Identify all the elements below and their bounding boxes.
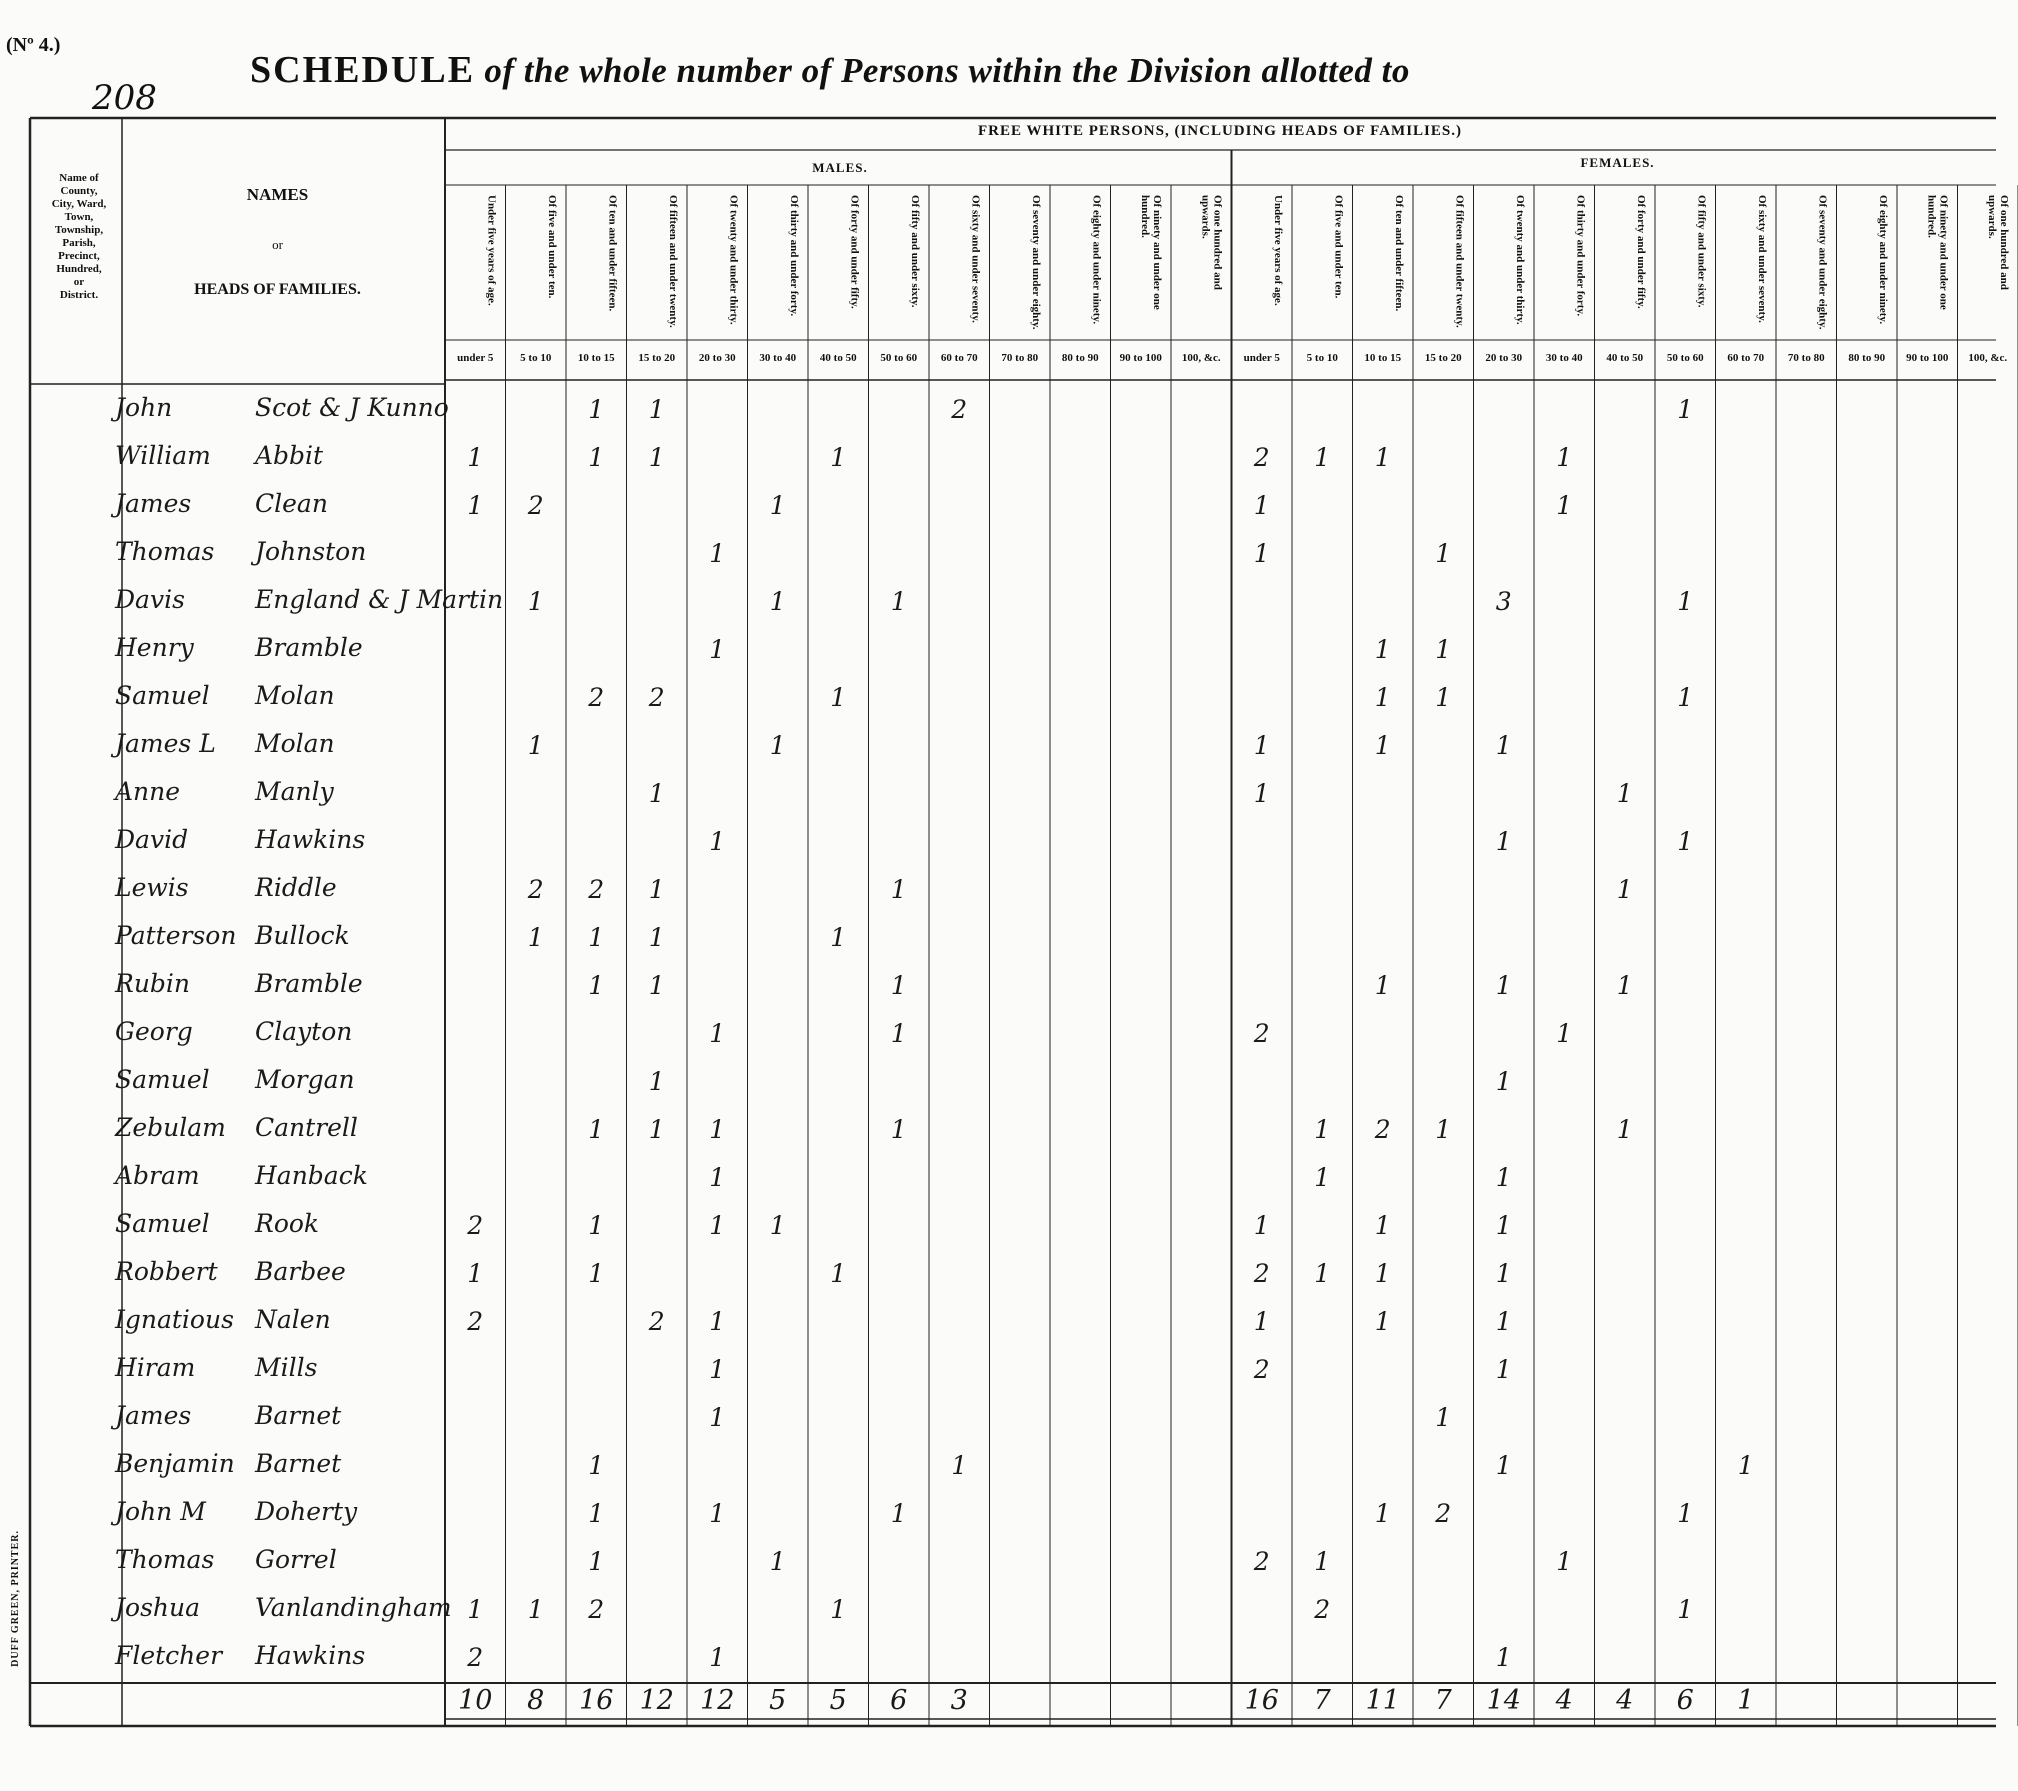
- tally-value: 1: [830, 923, 847, 952]
- tally-value: 1: [1495, 1451, 1512, 1480]
- age-range-label: 15 to 20: [638, 352, 676, 364]
- names-header-bottom: HEADS OF FAMILIES.: [194, 281, 361, 298]
- age-range-label: 70 to 80: [1001, 352, 1039, 364]
- tally-value: 1: [1556, 491, 1573, 520]
- tally-value: 1: [588, 971, 605, 1000]
- last-name: Barnet: [255, 1449, 342, 1478]
- tally-value: 1: [1253, 731, 1270, 760]
- county-header-line: Parish,: [62, 237, 96, 249]
- age-column-description: Of ten and under fifteen.: [1393, 195, 1405, 312]
- last-name: Gorrel: [255, 1545, 337, 1574]
- total-value: 4: [1616, 1685, 1634, 1716]
- total-value: 12: [639, 1685, 674, 1716]
- tally-value: 1: [830, 443, 847, 472]
- tally-value: 2: [1435, 1499, 1452, 1528]
- first-name: William: [115, 441, 211, 470]
- head-of-family-name: [115, 825, 365, 854]
- tally-value: 2: [648, 1307, 665, 1336]
- tally-value: 1: [709, 1307, 726, 1336]
- tally-value: 1: [1314, 443, 1331, 472]
- age-column-description: Of one hundred and upwards.: [1199, 195, 1224, 290]
- total-value: 8: [527, 1685, 545, 1716]
- total-value: 4: [1555, 1685, 1573, 1716]
- tally-value: 1: [1495, 1067, 1512, 1096]
- age-range-label: 40 to 50: [819, 352, 857, 364]
- tally-value: 1: [1374, 683, 1391, 712]
- age-range-label: 80 to 90: [1848, 352, 1886, 364]
- age-range-label: 40 to 50: [1606, 352, 1644, 364]
- tally-value: 1: [1314, 1163, 1331, 1192]
- tally-value: 1: [1253, 491, 1270, 520]
- tally-value: 2: [588, 683, 605, 712]
- tally-value: 1: [1495, 971, 1512, 1000]
- total-value: 14: [1486, 1685, 1521, 1716]
- form-number: (Nº 4.): [6, 34, 61, 56]
- tally-value: 2: [1253, 1259, 1270, 1288]
- age-range-label: 10 to 15: [577, 352, 615, 364]
- first-name: Fletcher: [115, 1641, 223, 1670]
- last-name: Johnston: [255, 537, 367, 566]
- tally-value: 1: [467, 443, 484, 472]
- tally-value: 1: [709, 1211, 726, 1240]
- tally-value: 1: [588, 1259, 605, 1288]
- first-name: Samuel: [115, 1065, 210, 1094]
- last-name: Manly: [255, 777, 334, 806]
- age-range-label: 70 to 80: [1787, 352, 1825, 364]
- tally-value: 1: [588, 923, 605, 952]
- tally-value: 2: [527, 491, 544, 520]
- tally-value: 1: [1435, 539, 1452, 568]
- tally-value: 1: [1374, 971, 1391, 1000]
- tally-value: 1: [527, 923, 544, 952]
- head-of-family-name: [115, 729, 335, 758]
- tally-value: 1: [1435, 1115, 1452, 1144]
- head-of-family-name: [115, 393, 449, 422]
- head-of-family-name: [115, 777, 334, 806]
- head-of-family-name: [115, 1545, 337, 1574]
- tally-value: 1: [1374, 1259, 1391, 1288]
- total-value: 6: [890, 1685, 908, 1716]
- tally-value: 2: [1314, 1595, 1331, 1624]
- tally-value: 1: [709, 1499, 726, 1528]
- age-range-label: under 5: [1243, 352, 1280, 364]
- last-name: Barbee: [255, 1257, 346, 1286]
- total-value: 10: [458, 1685, 493, 1716]
- head-of-family-name: [115, 441, 323, 470]
- last-name: Barnet: [255, 1401, 342, 1430]
- age-column-description: Of forty and under fifty.: [1635, 195, 1647, 309]
- tally-value: 1: [1495, 1259, 1512, 1288]
- first-name: Thomas: [115, 537, 215, 566]
- tally-value: 1: [648, 923, 665, 952]
- tally-value: 1: [648, 1115, 665, 1144]
- tally-value: 2: [1253, 1355, 1270, 1384]
- total-value: 12: [700, 1685, 735, 1716]
- tally-value: 1: [769, 587, 786, 616]
- tally-value: 1: [1737, 1451, 1754, 1480]
- first-name: Abram: [115, 1161, 200, 1190]
- tally-value: 1: [1374, 731, 1391, 760]
- tally-value: 1: [709, 539, 726, 568]
- age-column-description: Of fifteen and under twenty.: [667, 195, 679, 328]
- county-header-line: Town,: [64, 211, 94, 223]
- last-name: Bramble: [255, 633, 363, 662]
- tally-value: 2: [588, 875, 605, 904]
- tally-value: 1: [709, 1019, 726, 1048]
- tally-value: 1: [648, 875, 665, 904]
- tally-value: 1: [890, 587, 907, 616]
- tally-value: 1: [588, 1499, 605, 1528]
- age-range-label: 5 to 10: [520, 352, 552, 364]
- county-header-line: County,: [60, 185, 98, 197]
- age-range-label: 20 to 30: [698, 352, 736, 364]
- tally-value: 1: [709, 1115, 726, 1144]
- county-column-header: [38, 172, 120, 302]
- age-column-description: Of ninety and under one hundred.: [1139, 195, 1163, 310]
- tally-value: 1: [709, 1403, 726, 1432]
- printer-imprint: DUFF GREEN, PRINTER.: [10, 1530, 21, 1667]
- tally-value: 1: [890, 1115, 907, 1144]
- tally-value: 2: [467, 1211, 484, 1240]
- last-name: Hawkins: [255, 1641, 366, 1670]
- age-column-description: Of sixty and under seventy.: [1756, 195, 1768, 323]
- first-name: Georg: [115, 1017, 193, 1046]
- age-column-description: Of sixty and under seventy.: [969, 195, 982, 323]
- age-range-label: 5 to 10: [1306, 352, 1338, 364]
- tally-value: 1: [527, 587, 544, 616]
- last-name: Scot & J Kunno: [255, 393, 449, 422]
- free-white-persons-header: FREE WHITE PERSONS, (INCLUDING HEADS OF FAMILIES.): [978, 123, 1462, 139]
- tally-value: 1: [890, 1019, 907, 1048]
- tally-value: 1: [588, 1547, 605, 1576]
- age-column-description: Of one hundred and upwards.: [1986, 195, 2010, 290]
- first-name: Lewis: [115, 873, 189, 902]
- first-name: David: [115, 825, 189, 854]
- last-name: England & J Martin: [255, 585, 504, 614]
- age-column-description: Of five and under ten.: [1332, 195, 1345, 299]
- last-name: Molan: [255, 681, 335, 710]
- last-name: Abbit: [255, 441, 324, 470]
- tally-value: 1: [1253, 539, 1270, 568]
- last-name: Hanback: [255, 1161, 368, 1190]
- tally-value: 1: [709, 827, 726, 856]
- age-column-description: Of thirty and under forty.: [788, 195, 800, 317]
- first-name: Davis: [115, 585, 185, 614]
- page-number: 208: [92, 78, 157, 118]
- first-name: John M: [115, 1497, 206, 1526]
- age-column-description: Of eighty and under ninety.: [1090, 195, 1103, 325]
- age-range-label: 60 to 70: [940, 352, 978, 364]
- age-range-label: 15 to 20: [1424, 352, 1462, 364]
- head-of-family-name: [115, 489, 328, 518]
- tally-value: 2: [648, 683, 665, 712]
- tally-value: 1: [588, 1451, 605, 1480]
- tally-value: 2: [527, 875, 544, 904]
- head-of-family-name: [115, 585, 503, 614]
- last-name: Clean: [255, 489, 328, 518]
- tally-value: 1: [1495, 1355, 1512, 1384]
- tally-value: 1: [588, 395, 605, 424]
- first-name: Henry: [115, 633, 194, 662]
- tally-value: 1: [527, 1595, 544, 1624]
- age-range-label: 80 to 90: [1061, 352, 1099, 364]
- head-of-family-name: [115, 1065, 355, 1094]
- tally-value: 1: [1495, 1211, 1512, 1240]
- tally-value: 1: [1616, 875, 1633, 904]
- first-name: James: [115, 1401, 192, 1430]
- age-range-label: 90 to 100: [1906, 352, 1949, 364]
- tally-value: 1: [1374, 443, 1391, 472]
- first-name: Samuel: [115, 1209, 210, 1238]
- first-name: John: [115, 393, 173, 422]
- tally-value: 1: [527, 731, 544, 760]
- tally-value: 1: [830, 683, 847, 712]
- age-column-description: Of fifty and under sixty.: [1695, 195, 1708, 308]
- names-header-top: NAMES: [246, 185, 309, 204]
- total-value: 16: [579, 1685, 614, 1716]
- tally-value: 1: [1677, 395, 1694, 424]
- tally-value: 1: [467, 491, 484, 520]
- age-range-label: 100, &c.: [1968, 352, 2008, 364]
- first-name: Hiram: [115, 1353, 196, 1382]
- last-name: Molan: [255, 729, 335, 758]
- head-of-family-name: [115, 1305, 331, 1334]
- total-value: 1: [1737, 1685, 1755, 1716]
- tally-value: 1: [890, 875, 907, 904]
- last-name: Cantrell: [255, 1113, 358, 1142]
- head-of-family-name: [115, 633, 363, 662]
- age-column-description: Of thirty and under forty.: [1574, 195, 1587, 317]
- tally-value: 1: [1616, 779, 1633, 808]
- age-column-description: Of ninety and under one hundred.: [1925, 195, 1950, 310]
- first-name: James: [115, 489, 192, 518]
- first-name: Joshua: [115, 1593, 201, 1622]
- head-of-family-name: [115, 1401, 341, 1430]
- tally-value: 1: [1495, 1643, 1512, 1672]
- head-of-family-name: [115, 1161, 368, 1190]
- tally-value: 1: [830, 1595, 847, 1624]
- county-header-line: District.: [59, 289, 99, 301]
- total-value: 16: [1244, 1685, 1279, 1716]
- first-name: James L: [115, 729, 216, 758]
- age-column-description: Of seventy and under eighty.: [1030, 195, 1042, 330]
- age-column-description: Of twenty and under thirty.: [1514, 195, 1526, 325]
- age-column-description: Of eighty and under ninety.: [1877, 195, 1889, 325]
- head-of-family-name: [115, 969, 363, 998]
- tally-value: 1: [467, 1259, 484, 1288]
- tally-value: 1: [1495, 827, 1512, 856]
- age-column-description: Of twenty and under thirty.: [727, 195, 740, 325]
- head-of-family-name: [115, 681, 335, 710]
- title-rest: of the whole number of Persons within the Division allotted to: [484, 51, 1410, 90]
- tally-value: 1: [769, 1211, 786, 1240]
- head-of-family-name: [115, 1017, 352, 1046]
- tally-value: 1: [1495, 1307, 1512, 1336]
- county-header-line: or: [73, 276, 85, 288]
- tally-value: 1: [1495, 731, 1512, 760]
- females-header: FEMALES.: [1580, 155, 1655, 170]
- age-column-description: Of seventy and under eighty.: [1816, 195, 1829, 330]
- head-of-family-name: [115, 1593, 452, 1622]
- tally-value: 1: [890, 971, 907, 1000]
- tally-value: 1: [1314, 1115, 1331, 1144]
- tally-value: 1: [709, 635, 726, 664]
- county-header-line: City, Ward,: [51, 198, 107, 210]
- first-name: Rubin: [115, 969, 191, 998]
- tally-value: 1: [709, 1163, 726, 1192]
- age-range-label: 100, &c.: [1181, 352, 1221, 364]
- tally-value: 1: [1253, 1211, 1270, 1240]
- tally-value: 1: [588, 1115, 605, 1144]
- last-name: Doherty: [255, 1497, 358, 1526]
- tally-value: 1: [890, 1499, 907, 1528]
- tally-value: 1: [1616, 1115, 1633, 1144]
- tally-value: 2: [1253, 1019, 1270, 1048]
- age-range-label: 60 to 70: [1727, 352, 1765, 364]
- total-value: 5: [829, 1685, 847, 1716]
- tally-value: 1: [830, 1259, 847, 1288]
- age-range-label: under 5: [457, 352, 494, 364]
- tally-value: 1: [1435, 683, 1452, 712]
- title-bold: SCHEDULE: [250, 49, 476, 91]
- tally-value: 1: [648, 395, 665, 424]
- tally-value: 3: [1495, 587, 1512, 616]
- county-header-line: Hundred,: [56, 263, 102, 275]
- tally-value: 1: [1556, 1019, 1573, 1048]
- tally-value: 1: [769, 491, 786, 520]
- tally-value: 2: [1253, 443, 1270, 472]
- first-name: Anne: [115, 777, 181, 806]
- age-column-description: Of five and under ten.: [546, 195, 558, 299]
- tally-value: 1: [648, 779, 665, 808]
- tally-value: 1: [1314, 1259, 1331, 1288]
- last-name: Hawkins: [255, 825, 366, 854]
- last-name: Rook: [255, 1209, 320, 1238]
- total-value: 7: [1313, 1685, 1331, 1716]
- head-of-family-name: [115, 1209, 319, 1238]
- last-name: Riddle: [255, 873, 337, 902]
- first-name: Robbert: [115, 1257, 218, 1286]
- tally-value: 1: [1374, 1499, 1391, 1528]
- head-of-family-name: [115, 537, 366, 566]
- last-name: Morgan: [255, 1065, 355, 1094]
- age-column-description: Under five years of age.: [485, 195, 498, 306]
- first-name: Patterson: [115, 921, 237, 950]
- age-column-description: Of fifty and under sixty.: [909, 195, 921, 308]
- head-of-family-name: [115, 1641, 365, 1670]
- head-of-family-name: [115, 921, 350, 950]
- first-name: Thomas: [115, 1545, 215, 1574]
- head-of-family-name: [115, 873, 337, 902]
- age-column-description: Under five years of age.: [1272, 195, 1284, 306]
- tally-value: 1: [467, 1595, 484, 1624]
- tally-value: 2: [588, 1595, 605, 1624]
- age-range-label: 90 to 100: [1119, 352, 1162, 364]
- tally-value: 2: [1253, 1547, 1270, 1576]
- age-column-description: Of forty and under fifty.: [848, 195, 861, 309]
- age-column-description: Of ten and under fifteen.: [606, 195, 619, 312]
- males-header: MALES.: [812, 160, 868, 175]
- tally-value: 1: [1253, 1307, 1270, 1336]
- tally-value: 1: [1374, 1307, 1391, 1336]
- tally-value: 1: [1677, 1595, 1694, 1624]
- tally-value: 1: [1677, 1499, 1694, 1528]
- tally-value: 1: [648, 971, 665, 1000]
- tally-value: 2: [951, 395, 968, 424]
- tally-value: 1: [769, 1547, 786, 1576]
- first-name: Ignatious: [115, 1305, 234, 1334]
- tally-value: 1: [1435, 635, 1452, 664]
- tally-value: 1: [1677, 587, 1694, 616]
- head-of-family-name: [115, 1113, 358, 1142]
- total-value: 3: [950, 1685, 968, 1716]
- tally-value: 1: [648, 443, 665, 472]
- total-value: 6: [1676, 1685, 1694, 1716]
- tally-value: 2: [467, 1307, 484, 1336]
- last-name: Vanlandingham: [255, 1593, 452, 1622]
- age-range-label: 50 to 60: [1666, 352, 1704, 364]
- tally-value: 1: [769, 731, 786, 760]
- age-range-label: 50 to 60: [880, 352, 918, 364]
- tally-value: 1: [1556, 1547, 1573, 1576]
- last-name: Mills: [255, 1353, 318, 1382]
- first-name: Benjamin: [115, 1449, 235, 1478]
- last-name: Bramble: [255, 969, 363, 998]
- total-value: 11: [1365, 1685, 1400, 1716]
- tally-value: 1: [1616, 971, 1633, 1000]
- tally-value: 1: [1435, 1403, 1452, 1432]
- tally-value: 2: [467, 1643, 484, 1672]
- tally-value: 1: [588, 443, 605, 472]
- head-of-family-name: [115, 1449, 341, 1478]
- tally-value: 1: [1374, 1211, 1391, 1240]
- tally-value: 1: [1253, 779, 1270, 808]
- county-header-line: Name of: [59, 172, 99, 184]
- head-of-family-name: [115, 1497, 357, 1526]
- tally-value: 1: [1495, 1163, 1512, 1192]
- tally-value: 1: [951, 1451, 968, 1480]
- age-range-label: 10 to 15: [1364, 352, 1402, 364]
- age-range-label: 30 to 40: [759, 352, 797, 364]
- head-of-family-name: [115, 1353, 317, 1382]
- age-range-label: 30 to 40: [1545, 352, 1583, 364]
- age-column-description: Of fifteen and under twenty.: [1453, 195, 1466, 328]
- first-name: Zebulam: [115, 1113, 226, 1142]
- last-name: Clayton: [255, 1017, 353, 1046]
- tally-value: 1: [1556, 443, 1573, 472]
- tally-value: 1: [1314, 1547, 1331, 1576]
- county-header-line: Precinct,: [58, 250, 100, 262]
- tally-value: 1: [709, 1355, 726, 1384]
- tally-value: 1: [648, 1067, 665, 1096]
- tally-value: 1: [1677, 827, 1694, 856]
- county-header-line: Township,: [54, 224, 104, 236]
- head-of-family-name: [115, 1257, 346, 1286]
- names-header-or: or: [272, 237, 283, 252]
- tally-value: 1: [1677, 683, 1694, 712]
- tally-value: 1: [588, 1211, 605, 1240]
- tally-value: 1: [1374, 635, 1391, 664]
- total-value: 5: [769, 1685, 787, 1716]
- tally-value: 2: [1374, 1115, 1391, 1144]
- age-range-label: 20 to 30: [1485, 352, 1523, 364]
- first-name: Samuel: [115, 681, 210, 710]
- last-name: Nalen: [255, 1305, 331, 1334]
- last-name: Bullock: [255, 921, 350, 950]
- total-value: 7: [1434, 1685, 1452, 1716]
- tally-value: 1: [709, 1643, 726, 1672]
